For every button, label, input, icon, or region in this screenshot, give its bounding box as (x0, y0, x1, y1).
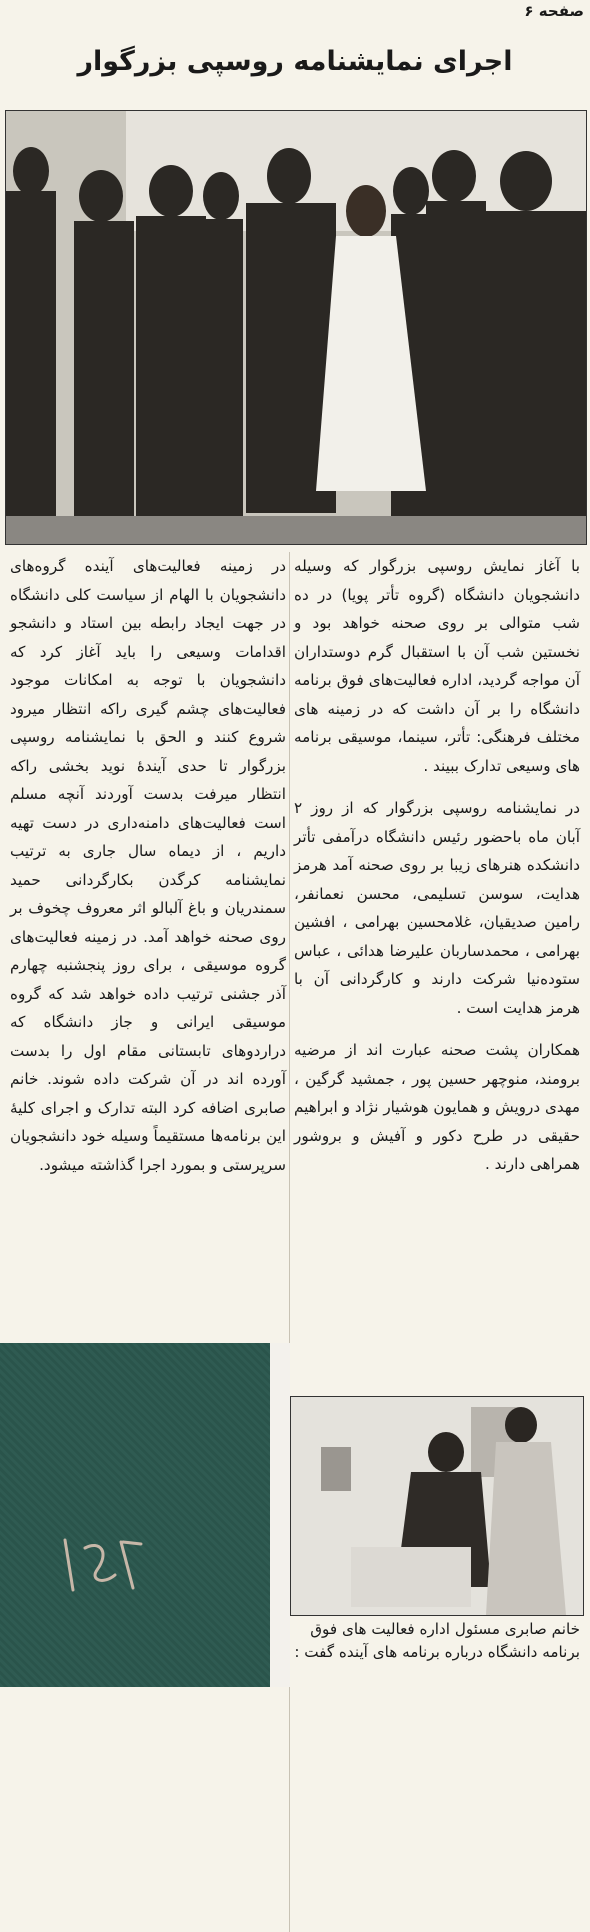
group-photo (5, 110, 587, 545)
article-paragraph: همکاران پشت صحنه عبارت اند از مرضیه برومند، منوچهر حسین پور ، جمشید گرگین ، مهدی درویش و همایون هوشیار نژاد و ابراهیم حقیقی در طرح دکور و آفیش و بروشور همراهی دارند . (294, 1041, 580, 1173)
headline: اجرای نمایشنامه روسپی بزرگوار (77, 46, 513, 77)
article-paragraph: در نمایشنامه روسپی بزرگوار که از روز ۲ آبان ماه باحضور رئیس دانشگاه درآمفی تأتر دانشکده هنرهای زیبا بر روی صحنه آمد هرمز هدایت، سوسن تسلیمی، محسن نعمانفر، رامین صدیقیان، غلامحسین بهرامی ، افشین بهرامی ، محمدساربان علیرضا هدائی ، عباس ستوده‌نیا شرکت دارند و کارگردانی آن با هرمز هدایت است . (294, 799, 580, 1017)
page-number: صفحه ۶ (524, 2, 584, 20)
paper-strip (270, 1343, 290, 1687)
article-paragraph: در زمینه فعالیت‌های آینده گروه‌های دانشجویان با الهام از سیاست کلی دانشگاه در جهت ایجاد رابطه بین استاد و دانشجو اقدامات وسیعی را باید آغاز کرد که دانشجویان با توجه به امکانات موجود فعالیت‌های چشم گیری راکه انتظار میرود شروع کنند و الحق با نمایشنامه روسپی بزرگوار تا حدی آیندهٔ نوید بخشی راکه انتظار میرفت بدست آوردند آنچه مسلم است فعالیت‌های دامنه‌داری در دست تهیه داریم ، از دیماه سال جاری به ترتیب نمایشنامه کرگدن بکارگردانی حمید سمندریان و باغ آلبالو اثر معروف چخوف بر روی صحنه خواهد آمد. در زمینه فعالیت‌های گروه موسیقی ، برای روز پنجشنبه چهارم آذر جشنی ترتیب داده خواهد شد که گروه موسیقی ایرانی و جاز دانشگاه که دراردوهای تابستانی مقام اول را بدست آورده اند در آن شرکت داده شوند. خانم صابری اضافه کرد البته تدارک و اجرای کلیهٔ این برنامه‌ها مستقیماً وسیله خود دانشجویان سرپرستی و بمورد اجرا گذاشته میشود. (10, 557, 286, 1174)
handwritten-note (55, 1530, 145, 1600)
interview-photo-figures (291, 1397, 583, 1615)
group-photo-figures (6, 111, 586, 544)
article-column-right (294, 552, 580, 1193)
scrapbook-backing (0, 1343, 284, 1687)
article-paragraph: با آغاز نمایش روسپی بزرگوار که وسیله دانشجویان دانشگاه (گروه تأتر پویا) در ده شب متوالی بر روی صحنه خواهد بود و نخستین شب آن با استقبال گرم دوستداران آن مواجه گردید، اداره فعالیت‌های فوق برنامه دانشگاه را بر آن داشت که در زمینه های مختلف فرهنگی: تأتر، سینما، موسیقی برنامه های وسیعی تدارک ببیند . (294, 557, 580, 775)
article-column-left (10, 552, 286, 1193)
interview-photo (290, 1396, 584, 1616)
column-divider (289, 552, 290, 1932)
photo-caption: خانم صابری مسئول اداره فعالیت های فوق برنامه دانشگاه درباره برنامه های آینده گفت : (294, 1620, 580, 1661)
